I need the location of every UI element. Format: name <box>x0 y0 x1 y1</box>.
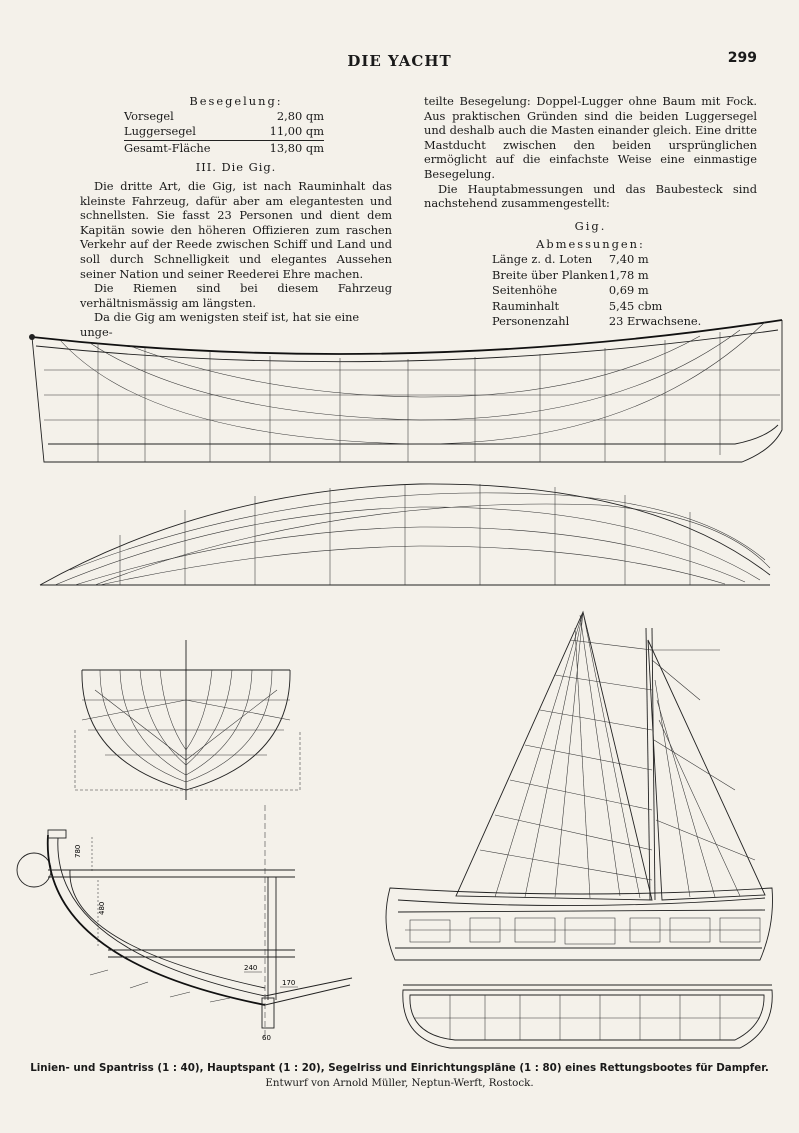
sail-name: Vorsegel <box>124 108 174 123</box>
dim-label: 780 <box>74 844 82 858</box>
sail-plan <box>456 612 765 900</box>
dim-value: 0,69 m <box>608 283 649 298</box>
dim-name: Seitenhöhe <box>492 283 558 298</box>
sail-heading: Besegelung: <box>189 94 283 108</box>
page-header-title: DIE YACHT <box>347 52 452 70</box>
paragraph: Die dritte Art, die Gig, ist nach Rauminhalt das kleinste Fahrzeug, dafür aber am elegantesten und schnellsten. Sie fasst 23 Personen und dient dem Kapitän sowie den höheren Offizieren zum raschen Verkehr auf der Reede zwischen Schiff und Land und soll durch Schnelligkeit und elegantes Aussehen seiner Nation und seiner Reederei Ehre machen. <box>80 178 392 281</box>
midship-section <box>17 805 352 1042</box>
dims-heading: Abmessungen: <box>536 237 645 252</box>
sail-value: 11,00 qm <box>269 124 324 139</box>
dim-name: Breite über Planken <box>492 267 608 282</box>
deck-plan <box>403 985 772 1048</box>
sail-name: Luggersegel <box>124 124 196 139</box>
dim-value: 1,78 m <box>608 267 649 282</box>
sail-value: 2,80 qm <box>276 108 324 123</box>
sail-total-name: Gesamt-Fläche <box>124 140 247 156</box>
paragraph: Die Riemen sind bei diesem Fahrzeug verhältnismässig am längsten. <box>80 281 392 310</box>
dim-label: 240 <box>244 964 258 972</box>
profile-plan <box>29 320 782 462</box>
figure-caption: Linien- und Spantriss (1 : 40), Hauptspant (1 : 20), Segelriss und Einrichtungspläne (1 : 80) eines Rettungsbootes für Dampfer. <box>30 1062 769 1074</box>
dim-value: 5,45 cbm <box>608 298 663 313</box>
paragraph: Die Hauptabmessungen und das Baubesteck sind nachstehend zusammengestellt: <box>424 181 757 211</box>
paragraph: teilte Besegelung: Doppel-Lugger ohne Baum mit Fock. Aus praktischen Gründen sind die beiden Luggersegel und deshalb auch die Masten einander gleich. Eine dritte Mastducht zwischen den beiden ursprünglichen ermöglicht auf die einfachste Weise eine einmastige Besegelung. <box>424 94 757 181</box>
dim-label: 170 <box>282 979 296 987</box>
halfbreadth-plan <box>40 484 770 585</box>
dim-label: 60 <box>262 1034 271 1042</box>
dim-name: Rauminhalt <box>492 298 560 313</box>
dim-value: 7,40 m <box>608 251 649 266</box>
page-number: 299 <box>727 50 757 66</box>
dim-name: Länge z. d. Loten <box>492 251 593 266</box>
dim-value: 23 Erwachsene. <box>608 314 702 329</box>
paragraph: Da die Gig am wenigsten steif ist, hat sie eine unge- <box>80 310 360 339</box>
figure-credit: Entwurf von Arnold Müller, Neptun-Werft, Rostock. <box>265 1077 534 1089</box>
sail-total-value: 13,80 qm <box>247 140 324 156</box>
dim-name: Personenzahl <box>492 314 570 329</box>
table-title: Gig. <box>574 218 607 233</box>
dim-label: 480 <box>98 901 106 915</box>
body-plan <box>75 640 300 800</box>
section-title: III. Die Gig. <box>195 160 277 175</box>
